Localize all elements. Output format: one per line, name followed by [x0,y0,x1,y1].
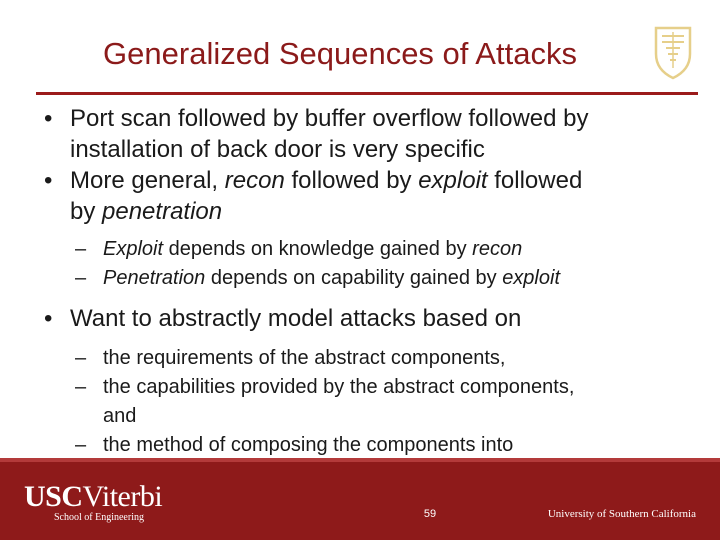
sub-bullet-4-cont [0,402,720,431]
bullet-3-text: Want to abstractly model attacks based on [70,305,522,332]
bullet-2 [0,165,720,196]
sub-bullet-3 [0,344,720,373]
sub-bullet-4-text: the capabilities provided by the abstract components, [103,376,575,398]
slide-title: Generalized Sequences of Attacks [103,36,577,71]
page-number: 59 [423,508,437,520]
bullet-2-text-3: followed [487,167,583,194]
dash-marker: – [75,347,87,369]
school-name: School of Engineering [54,512,144,523]
bullet-1-cont [0,134,720,165]
dash-marker: – [75,376,87,398]
bullet-2-exploit: exploit [418,167,488,194]
logo-usc-text: USC [24,480,83,513]
bullet-2-penetration: penetration [102,198,223,225]
title-divider [36,92,698,95]
bullet-2-text-4: by [70,198,103,225]
bullet-1-text-cont: installation of back door is very specific [70,136,485,163]
sub-bullet-3-text: the requirements of the abstract components, [103,347,506,369]
sub-bullet-5 [0,431,720,460]
university-name: University of Southern California [547,508,696,520]
bullet-2-recon: recon [224,167,285,194]
sub-bullet-4-text-cont: and [103,405,137,427]
bullet-2-text-2: followed by [284,167,419,194]
sub-bullet-1-exploit: Exploit [103,238,164,260]
bullet-marker: • [44,167,53,194]
bullet-marker: • [44,305,53,332]
sub-bullet-1 [0,235,720,264]
sub-bullet-2-penetration: Penetration [103,267,206,289]
footer-stripe [0,458,720,462]
usc-seal-icon [652,24,694,80]
footer-bar [0,458,720,540]
sub-bullet-5-text: the method of composing the components into [103,434,514,456]
slide-body [0,103,720,489]
sub-bullet-1-recon: recon [472,238,523,260]
dash-marker: – [75,267,87,289]
dash-marker: – [75,434,87,456]
sub-bullet-1-text: depends on knowledge gained by [163,238,473,260]
sub-bullet-4 [0,373,720,402]
bullet-2-text: More general, [70,167,225,194]
usc-viterbi-logo [24,480,162,514]
sub-bullet-2 [0,264,720,293]
bullet-1 [0,103,720,134]
bullet-2-cont [0,196,720,227]
dash-marker: – [75,238,87,260]
sub-bullet-2-exploit: exploit [502,267,560,289]
sub-bullet-2-text: depends on capability gained by [205,267,503,289]
bullet-marker: • [44,105,53,132]
bullet-1-text: Port scan followed by buffer overflow followed by [70,105,589,132]
logo-viterbi-text: Viterbi [82,480,163,513]
bullet-3 [0,303,720,334]
